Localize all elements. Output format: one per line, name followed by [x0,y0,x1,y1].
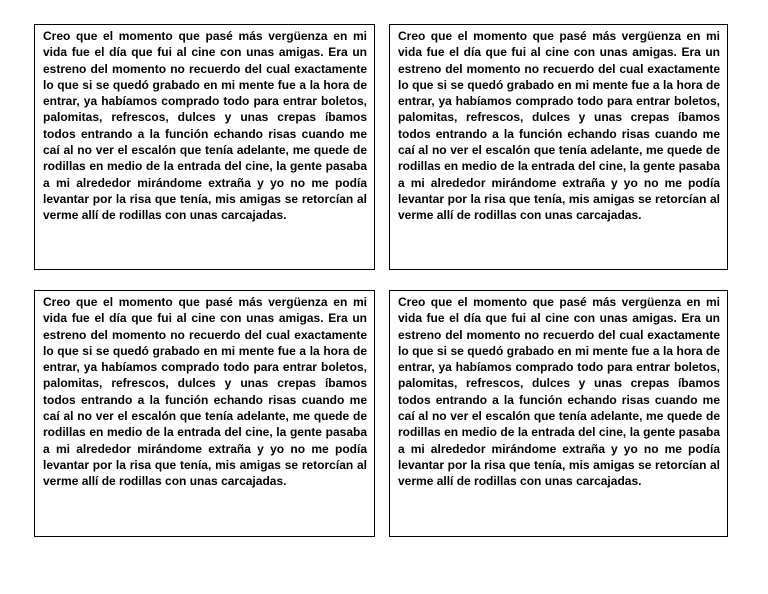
card-text: Creo que el momento que pasé más vergüenza en mi vida fue el día que fui al cine con unas amigas. Era un estreno del momento no recuerdo del cual exactamente lo que si se quedó grabado en mi mente fue a la hora de entrar, ya habíamos comprado todo para entrar boletos, palomitas, refrescos, dulces y unas crepas íbamos todos entrando a la función echando risas cuando me caí al no ver el escalón que tenía adelante, me quede de rodillas en medio de la entrada del cine, la gente pasaba a mi alrededor mirándome extraña y yo no me podía levantar por la risa que tenía, mis amigas se retorcían al verme allí de rodillas con unas carcajadas. [398,295,720,489]
card-text: Creo que el momento que pasé más vergüenza en mi vida fue el día que fui al cine con unas amigas. Era un estreno del momento no recuerdo del cual exactamente lo que si se quedó grabado en mi mente fue a la hora de entrar, ya habíamos comprado todo para entrar boletos, palomitas, refrescos, dulces y unas crepas íbamos todos entrando a la función echando risas cuando me caí al no ver el escalón que tenía adelante, me quede de rodillas en medio de la entrada del cine, la gente pasaba a mi alrededor mirándome extraña y yo no me podía levantar por la risa que tenía, mis amigas se retorcían al verme allí de rodillas con unas carcajadas. [43,29,367,223]
text-card-top-left [34,24,375,270]
text-card-top-right [389,24,728,270]
text-card-bottom-left [34,290,375,537]
card-text: Creo que el momento que pasé más vergüenza en mi vida fue el día que fui al cine con unas amigas. Era un estreno del momento no recuerdo del cual exactamente lo que si se quedó grabado en mi mente fue a la hora de entrar, ya habíamos comprado todo para entrar boletos, palomitas, refrescos, dulces y unas crepas íbamos todos entrando a la función echando risas cuando me caí al no ver el escalón que tenía adelante, me quede de rodillas en medio de la entrada del cine, la gente pasaba a mi alrededor mirándome extraña y yo no me podía levantar por la risa que tenía, mis amigas se retorcían al verme allí de rodillas con unas carcajadas. [43,295,367,489]
text-card-bottom-right [389,290,728,537]
card-text: Creo que el momento que pasé más vergüenza en mi vida fue el día que fui al cine con unas amigas. Era un estreno del momento no recuerdo del cual exactamente lo que si se quedó grabado en mi mente fue a la hora de entrar, ya habíamos comprado todo para entrar boletos, palomitas, refrescos, dulces y unas crepas íbamos todos entrando a la función echando risas cuando me caí al no ver el escalón que tenía adelante, me quede de rodillas en medio de la entrada del cine, la gente pasaba a mi alrededor mirándome extraña y yo no me podía levantar por la risa que tenía, mis amigas se retorcían al verme allí de rodillas con unas carcajadas. [398,29,720,223]
